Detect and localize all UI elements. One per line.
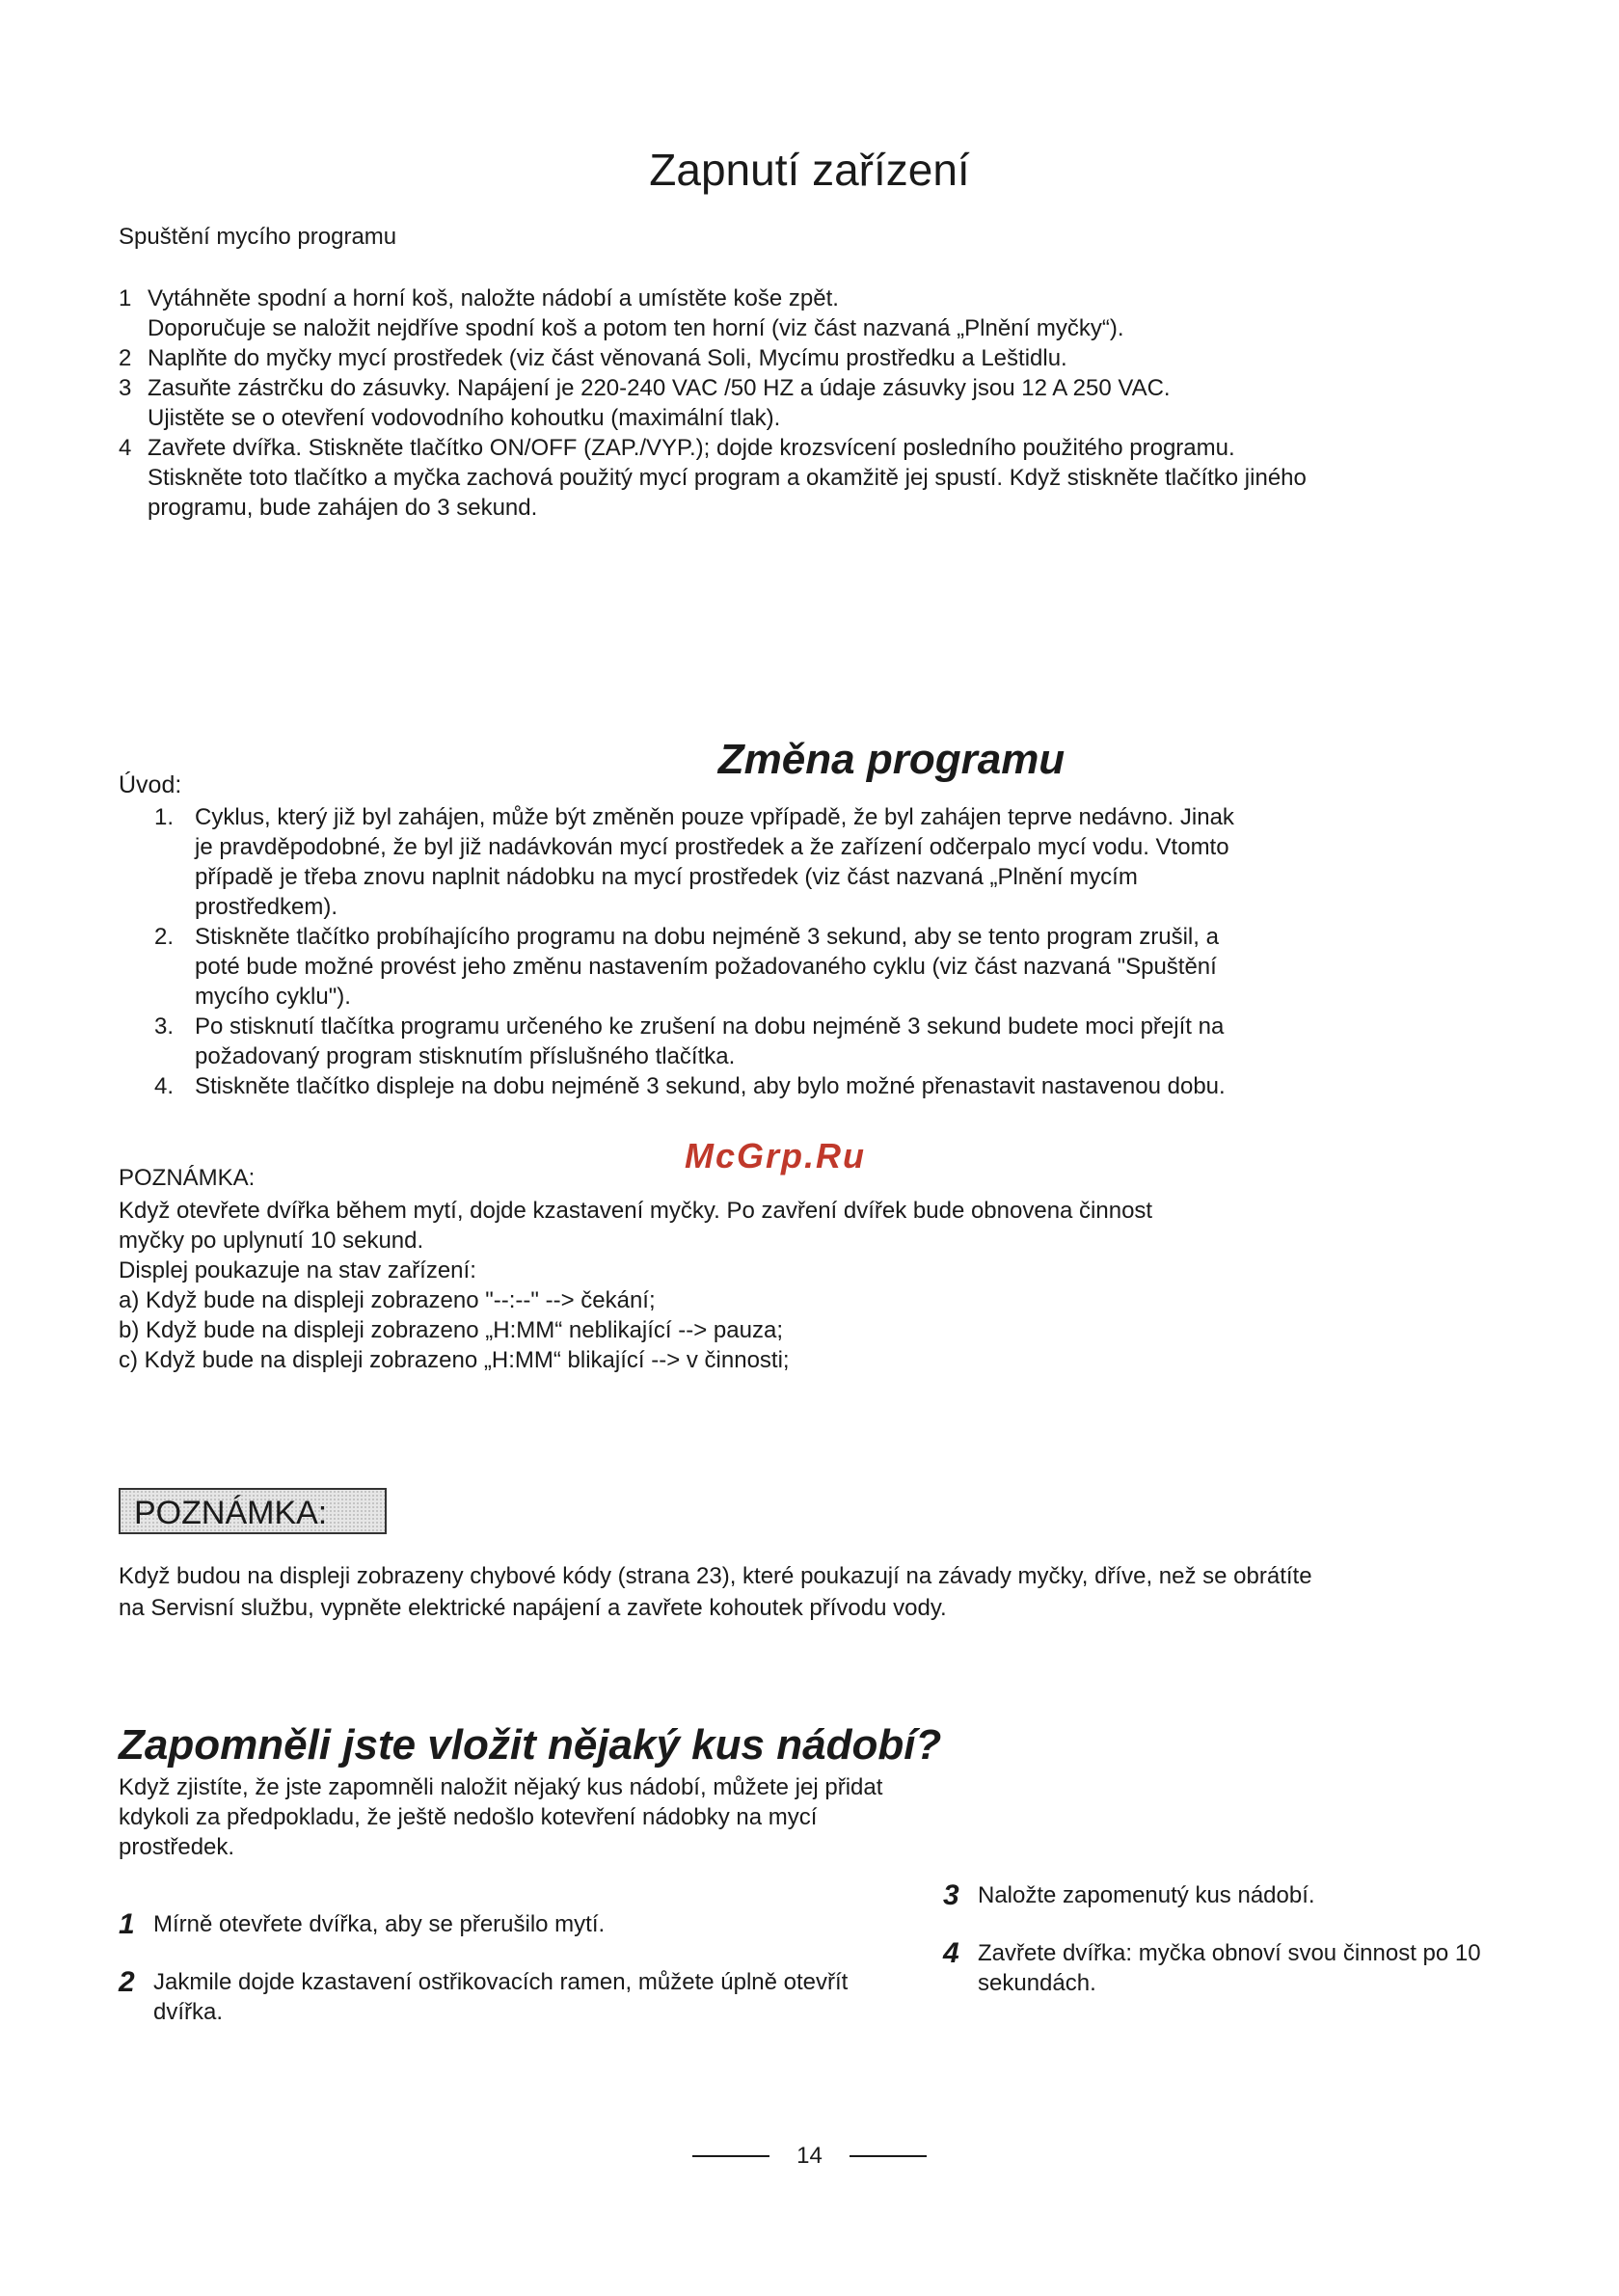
step-item — [943, 1880, 1541, 1910]
footer-rule-left — [692, 2155, 769, 2157]
item-text: Ujistěte se o otevření vodovodního kohoutku (maximální tlak). — [148, 405, 781, 431]
note-line: a) Když bude na displeji zobrazeno "--:--" --> čekání; — [119, 1287, 656, 1313]
step-item — [119, 1909, 909, 1939]
section-title-forgotten-dish: Zapomněli jste vložit nějaký kus nádobí? — [119, 1720, 942, 1769]
power-on-steps — [119, 284, 1314, 523]
item-text: Zavřete dvířka. Stiskněte tlačítko ON/OFF (ZAP./VYP.); dojde krozsvícení posledního použitého programu. Stiskněte toto tlačítko a myčka zachová použitý mycí program a okamžitě jej spustí. Když stiskněte tlačítko jiného programu, bude zahájen do 3 sekund. — [148, 435, 1307, 521]
item-number: 1 — [119, 285, 132, 311]
step-item — [943, 1938, 1541, 1998]
step-number: 3 — [943, 1879, 959, 1911]
item-text: Po stisknutí tlačítka programu určeného ke zrušení na dobu nejméně 3 sekund budete moci přejít na požadovaný program stisknutím příslušného tlačítka. — [195, 1013, 1225, 1069]
list-item — [119, 433, 1314, 523]
note-label: POZNÁMKA: — [119, 1165, 256, 1191]
item-number: 2 — [119, 345, 132, 371]
section-intro: Když zjistíte, že jste zapomněli naložit nějaký kus nádobí, můžete jej přidat kdykoli za předpokladu, že ještě nedošlo kotevření nádobky na mycí prostředek. — [119, 1774, 883, 1860]
note-line: Displej poukazuje na stav zařízení: — [119, 1257, 476, 1283]
change-program-steps — [154, 802, 1244, 1101]
section-subtitle: Spuštění mycího programu — [119, 224, 397, 250]
step-text: Zavřete dvířka: myčka obnoví svou činnost po 10 sekundách. — [978, 1940, 1481, 1996]
step-number: 4 — [943, 1937, 959, 1969]
notice-text: Když budou na displeji zobrazeny chybové kódy (strana 23), které poukazují na závady myčky, dříve, než se obrátíte na Servisní službu, vypněte elektrické napájení a zavřete kohoutek přívodu vody. — [119, 1563, 1312, 1621]
item-number: 3. — [154, 1013, 175, 1040]
note-line: myčky po uplynutí 10 sekund. — [119, 1228, 424, 1254]
item-number: 4 — [119, 435, 132, 461]
item-text: Vytáhněte spodní a horní koš, naložte nádobí a umístěte koše zpět. — [148, 285, 839, 311]
step-text: Jakmile dojde kzastavení ostřikovacích ramen, můžete úplně otevřít dvířka. — [153, 1969, 849, 2025]
page-footer — [0, 2143, 1619, 2170]
item-text: Naplňte do myčky mycí prostředek (viz část věnovaná Soli, Mycímu prostředku a Leštidlu. — [148, 345, 1067, 371]
section-title-power-on: Zapnutí zařízení — [649, 144, 970, 195]
page-number: 14 — [796, 2143, 823, 2169]
watermark: McGrp.Ru — [685, 1136, 867, 1175]
item-text: Zasuňte zástrčku do zásuvky. Napájení je 220-240 VAC /50 HZ a údaje zásuvky jsou 12 A 250 VAC. — [148, 375, 1171, 401]
list-item — [119, 373, 1314, 433]
item-number: 1. — [154, 804, 175, 830]
step-text: Naložte zapomenutý kus nádobí. — [978, 1882, 1315, 1908]
list-item — [154, 1071, 1244, 1101]
item-number: 4. — [154, 1073, 175, 1099]
list-item — [119, 284, 1314, 343]
list-item — [154, 922, 1244, 1012]
note-line: Když otevřete dvířka během mytí, dojde kzastavení myčky. Po zavření dvířek bude obnovena činnost — [119, 1198, 1153, 1224]
list-item — [154, 1012, 1244, 1071]
item-text: Doporučuje se naložit nejdříve spodní koš a potom ten horní (viz část nazvaná „Plnění myčky“). — [148, 315, 1124, 341]
note-line: c) Když bude na displeji zobrazeno „H:MM“ blikající --> v činnosti; — [119, 1347, 790, 1373]
item-number: 3 — [119, 375, 132, 401]
note-text — [119, 1196, 1276, 1375]
item-text: Stiskněte tlačítko displeje na dobu nejméně 3 sekund, aby bylo možné přenastavit nastavenou dobu. — [195, 1073, 1226, 1099]
section-title-change-program: Změna programu — [717, 735, 1066, 783]
list-item — [119, 343, 1314, 373]
step-number: 1 — [119, 1908, 135, 1940]
footer-rule-right — [850, 2155, 927, 2157]
notice-box: POZNÁMKA: — [119, 1488, 387, 1534]
item-text: Stiskněte tlačítko probíhajícího programu na dobu nejméně 3 sekund, aby se tento program zrušil, a poté bude možné provést jeho změnu nastavením požadovaného cyklu (viz část nazvaná "Spuštění mycího cyklu"). — [195, 924, 1219, 1010]
step-text: Mírně otevřete dvířka, aby se přerušilo mytí. — [153, 1911, 606, 1937]
step-number: 2 — [119, 1966, 135, 1998]
item-text: Cyklus, který již byl zahájen, může být změněn pouze vpřípadě, že byl zahájen teprve nedávno. Jinak je pravděpodobné, že byl již nadávkován mycí prostředek a že zařízení odčerpalo mycí vodu. Vtomto případě je třeba znovu naplnit nádobku na mycí prostředek (viz část nazvaná „Plnění mycím prostředkem). — [195, 804, 1234, 920]
step-item — [119, 1967, 909, 2027]
note-line: b) Když bude na displeji zobrazeno „H:MM“ neblikající --> pauza; — [119, 1317, 783, 1343]
item-number: 2. — [154, 924, 175, 950]
list-item — [154, 802, 1244, 922]
intro-label: Úvod: — [119, 771, 182, 798]
